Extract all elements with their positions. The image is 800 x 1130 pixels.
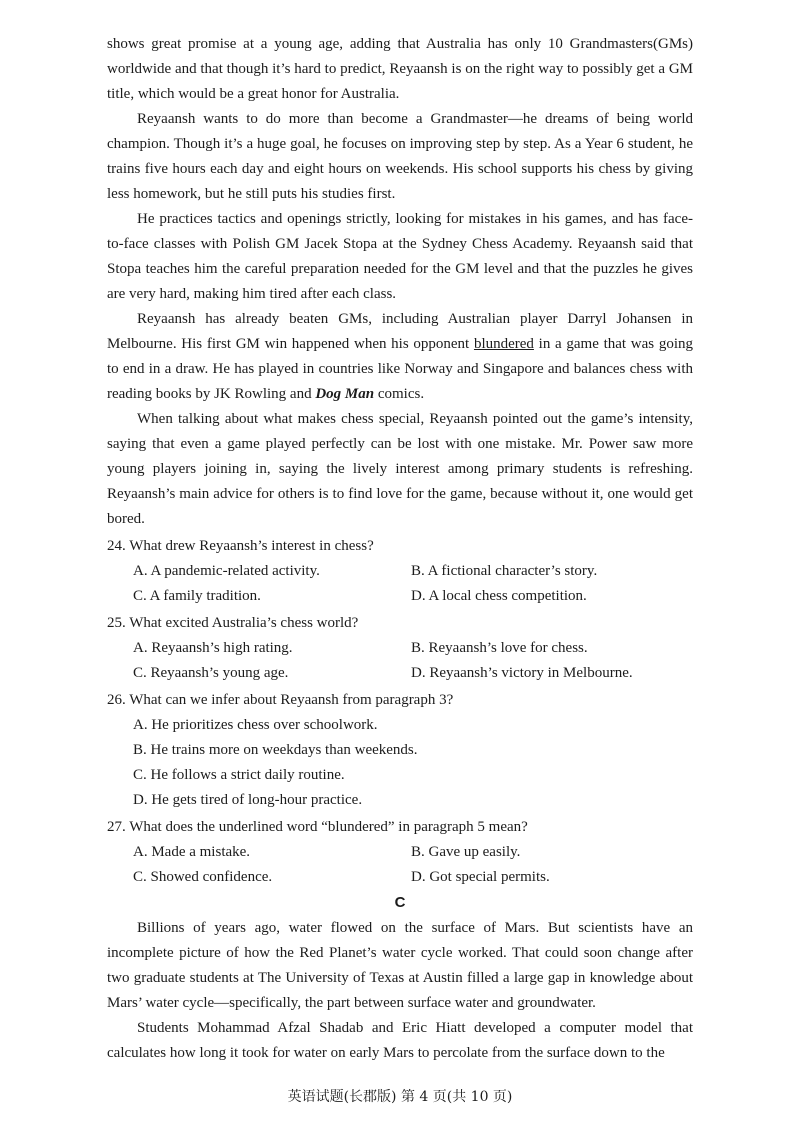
option-b: B. Gave up easily. <box>411 844 521 860</box>
option-a: A. A pandemic-related activity. <box>133 563 320 579</box>
paragraph-5-part-b: in a game that was going to end in a draw. He has played in countries like Norway and Singapore and balances chess with reading books by JK Rowling and <box>107 336 694 402</box>
option-c: C. Showed confidence. <box>133 869 273 885</box>
question-24 <box>107 534 693 609</box>
option-c: C. A family tradition. <box>133 588 261 604</box>
paragraph-continued: shows great promise at a young age, adding that Australia has only 10 Grandmasters(GMs) worldwide and that though it’s hard to predict, Reyaansh is on the right way to possibly get a GM title, which would be a great honor for Australia. <box>107 36 693 102</box>
question-options <box>107 713 693 813</box>
paragraph-5-part-c: comics. <box>374 386 425 402</box>
question-stem: 26. What can we infer about Reyaansh from paragraph 3? <box>107 692 454 708</box>
option-d: D. He gets tired of long-hour practice. <box>133 792 363 808</box>
option-c: C. He follows a strict daily routine. <box>133 767 345 783</box>
option-d: D. A local chess competition. <box>411 588 587 604</box>
question-stem: 27. What does the underlined word “blundered” in paragraph 5 mean? <box>107 819 528 835</box>
option-b: B. Reyaansh’s love for chess. <box>411 640 588 656</box>
option-b: B. A fictional character’s story. <box>411 563 598 579</box>
option-c: C. Reyaansh’s young age. <box>133 665 289 681</box>
paragraph-4: He practices tactics and openings strictly, looking for mistakes in his games, and has face-to-face classes with Polish GM Jacek Stopa at the Sydney Chess Academy. Reyaansh said that Stopa teaches him the careful preparation needed for the GM level and that the puzzles he gives are very hard, making him tired after each class. <box>107 211 693 302</box>
option-a: A. Made a mistake. <box>133 844 251 860</box>
section-c-paragraph-2: Students Mohammad Afzal Shadab and Eric Hiatt developed a computer model that calculates how long it took for water on early Mars to percolate from the surface down to the <box>107 1020 693 1061</box>
option-b: B. He trains more on weekdays than weekends. <box>133 742 418 758</box>
question-stem: 24. What drew Reyaansh’s interest in chess? <box>107 538 374 554</box>
option-a: A. Reyaansh’s high rating. <box>133 640 293 656</box>
question-options <box>107 559 693 609</box>
option-a: A. He prioritizes chess over schoolwork. <box>133 717 378 733</box>
paragraph-5-part-a: Reyaansh has already beaten GMs, including Australian player Darryl Johansen in Melbourne. His first GM win happened when his opponent <box>107 311 693 352</box>
book-title: Dog Man <box>315 386 375 402</box>
question-27 <box>107 815 693 890</box>
section-heading: C <box>394 894 406 911</box>
question-stem: 25. What excited Australia’s chess world? <box>107 615 359 631</box>
section-c-paragraph-1: Billions of years ago, water flowed on the surface of Mars. But scientists have an incomplete picture of how the Red Planet’s water cycle worked. That could soon change after two graduate students at The University of Texas at Austin filled a large gap in knowledge about Mars’ water cycle—specifically, the part between surface water and groundwater. <box>107 920 693 1011</box>
question-options <box>107 636 693 686</box>
page-footer: 英语试题(长郡版) 第 4 页(共 10 页) <box>287 1089 513 1105</box>
question-26 <box>107 688 693 813</box>
paragraph-5 <box>107 307 693 407</box>
option-d: D. Got special permits. <box>411 869 550 885</box>
underlined-word: blundered <box>473 336 534 352</box>
paragraph-3: Reyaansh wants to do more than become a Grandmaster—he dreams of being world champion. Though it’s a huge goal, he focuses on improving step by step. As a Year 6 student, he trains five hours each day and eight hours on weekends. His school supports his chess by giving less homework, but he still puts his studies first. <box>107 111 693 202</box>
question-options <box>107 840 693 890</box>
paragraph-6: When talking about what makes chess special, Reyaansh pointed out the game’s intensity, saying that even a game played perfectly can be lost with one mistake. Mr. Power saw more young players joining in, saying the lively interest among primary students is refreshing. Reyaansh’s main advice for others is to find love for the game, because without it, one would get bored. <box>107 411 693 527</box>
question-25 <box>107 611 693 686</box>
option-d: D. Reyaansh’s victory in Melbourne. <box>411 665 633 681</box>
